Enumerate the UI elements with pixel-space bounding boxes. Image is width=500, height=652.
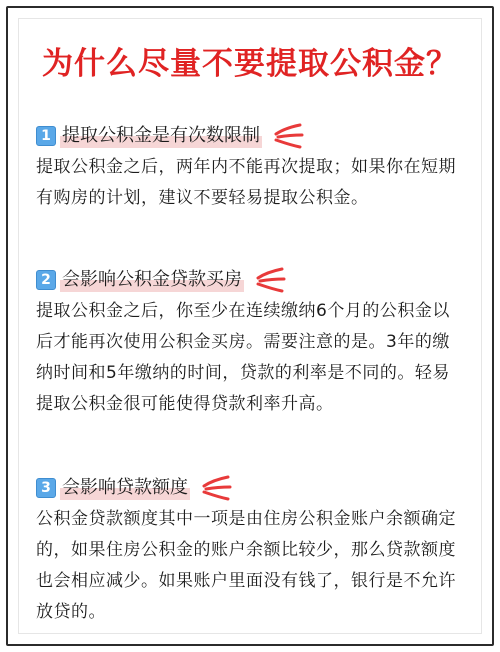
section-heading-text: 提取公积金是有次数限制: [62, 125, 260, 146]
number-badge-icon: 2: [36, 270, 56, 290]
section-3: [36, 474, 466, 628]
section-heading-text: 会影响贷款额度: [62, 477, 188, 498]
section-1: [36, 122, 466, 214]
section-body: 提取公积金之后，你至少在连续缴纳6个月的公积金以后才能再次使用公积金买房。需要注意的是。3年的缴纳时间和5年缴纳的时间，贷款的利率是不同的。轻易提取公积金很可能使得贷款利率升高。: [36, 301, 450, 414]
section-body: 提取公积金之后，两年内不能再次提取；如果你在短期有购房的计划，建议不要轻易提取公积金。: [36, 157, 456, 208]
red-chevron-lines-icon: [270, 121, 306, 151]
number-badge-icon: 1: [36, 126, 56, 146]
section-heading: [36, 474, 466, 502]
section-heading-text: 会影响公积金贷款买房: [62, 269, 242, 290]
number-badge-icon: 3: [36, 478, 56, 498]
page-title: 为什么尽量不要提取公积金？: [42, 46, 458, 82]
section-2: [36, 266, 466, 420]
section-heading: [36, 266, 466, 294]
section-heading: [36, 122, 466, 150]
red-chevron-lines-icon: [198, 473, 234, 503]
red-chevron-lines-icon: [252, 265, 288, 295]
section-body: 公积金贷款额度其中一项是由住房公积金账户余额确定的，如果住房公积金的账户余额比较少，那么贷款额度也会相应减少。如果账户里面没有钱了，银行是不允许放贷的。: [36, 509, 456, 622]
